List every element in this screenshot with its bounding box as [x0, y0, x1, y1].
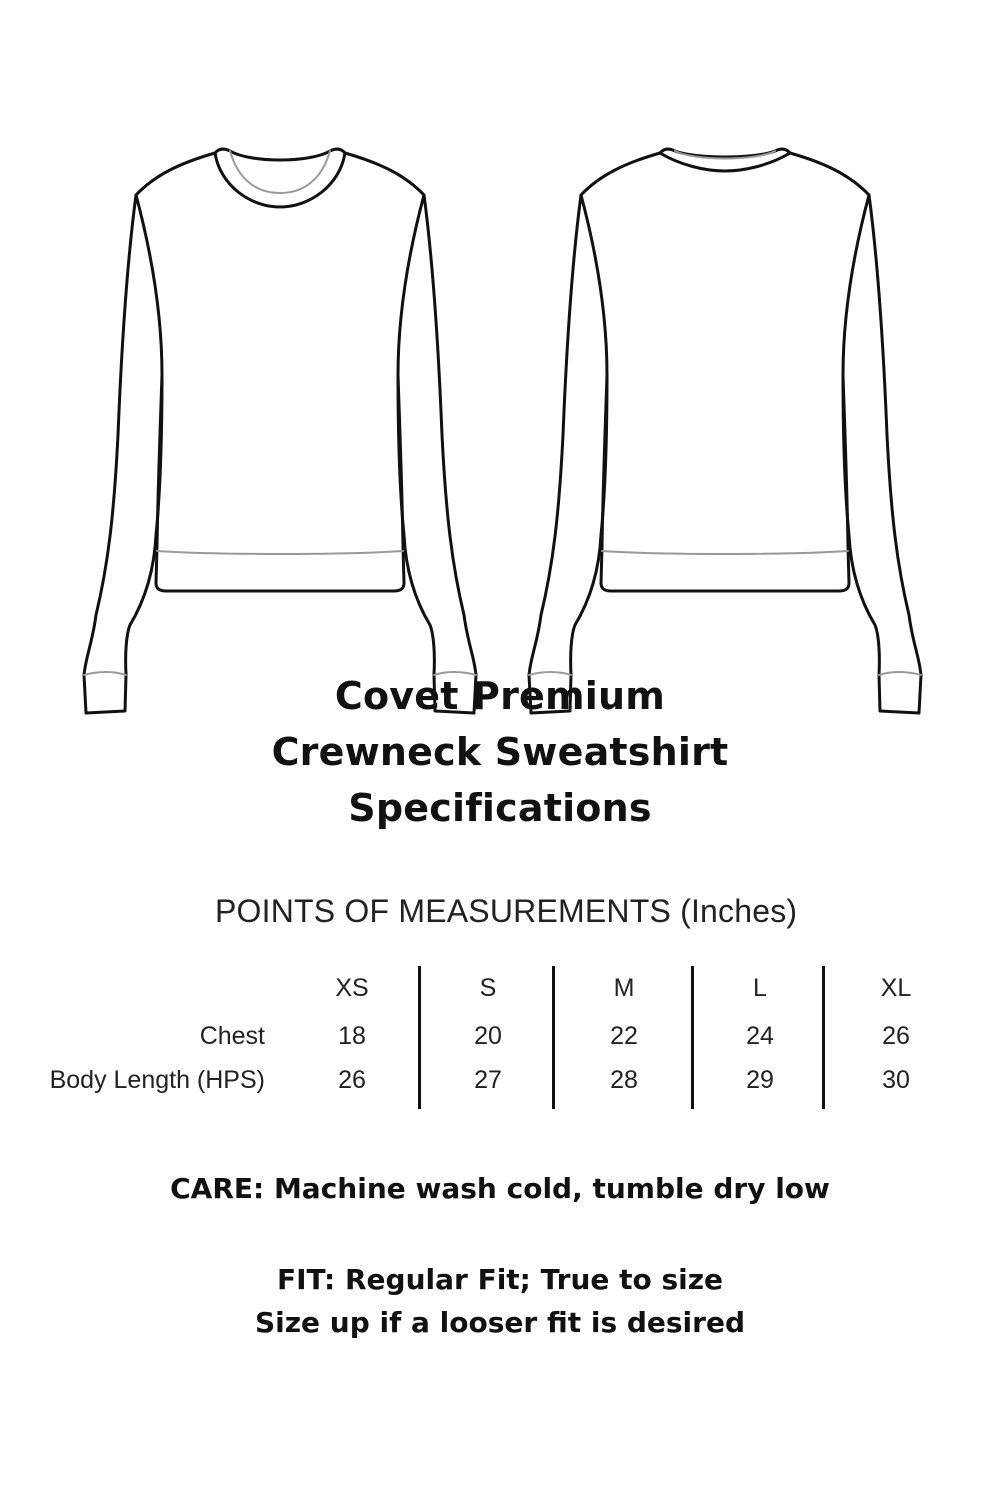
title-line-2: Crewneck Sweatshirt [271, 730, 729, 774]
table-cell: 30 [882, 1066, 910, 1094]
table-cell: 26 [338, 1066, 366, 1094]
title-line-1: Covet Premium [334, 674, 666, 718]
row-label-chest: Chest [199, 1022, 265, 1050]
measurements-table [0, 960, 1000, 1120]
specifications-title [0, 668, 1000, 836]
care-instructions: CARE: Machine wash cold, tumble dry low [170, 1172, 830, 1205]
title-line-3: Specifications [348, 786, 652, 830]
size-header: M [613, 974, 635, 1002]
column-divider [418, 966, 421, 1109]
sweatshirt-front-illustration [70, 135, 490, 735]
size-header: XL [880, 974, 912, 1002]
sweatshirt-back-illustration [515, 135, 935, 735]
fit-line-1: FIT: Regular Fit; True to size [276, 1263, 724, 1296]
size-header: XS [335, 974, 369, 1002]
measurements-heading: POINTS OF MEASUREMENTS (Inches) [215, 893, 798, 929]
table-cell: 28 [610, 1066, 638, 1094]
table-cell: 18 [338, 1022, 366, 1050]
sweatshirt-illustrations [0, 0, 1000, 640]
fit-notes [0, 1258, 1000, 1344]
table-cell: 22 [610, 1022, 638, 1050]
fit-line-2: Size up if a looser fit is desired [254, 1306, 745, 1339]
table-cell: 27 [474, 1066, 502, 1094]
table-cell: 29 [746, 1066, 774, 1094]
size-header: S [479, 974, 497, 1002]
table-cell: 20 [474, 1022, 502, 1050]
table-cell: 24 [746, 1022, 774, 1050]
column-divider [552, 966, 555, 1109]
column-divider [822, 966, 825, 1109]
row-label-body-length: Body Length (HPS) [49, 1066, 265, 1094]
size-header: L [753, 974, 767, 1002]
column-divider [691, 966, 694, 1109]
table-cell: 26 [882, 1022, 910, 1050]
